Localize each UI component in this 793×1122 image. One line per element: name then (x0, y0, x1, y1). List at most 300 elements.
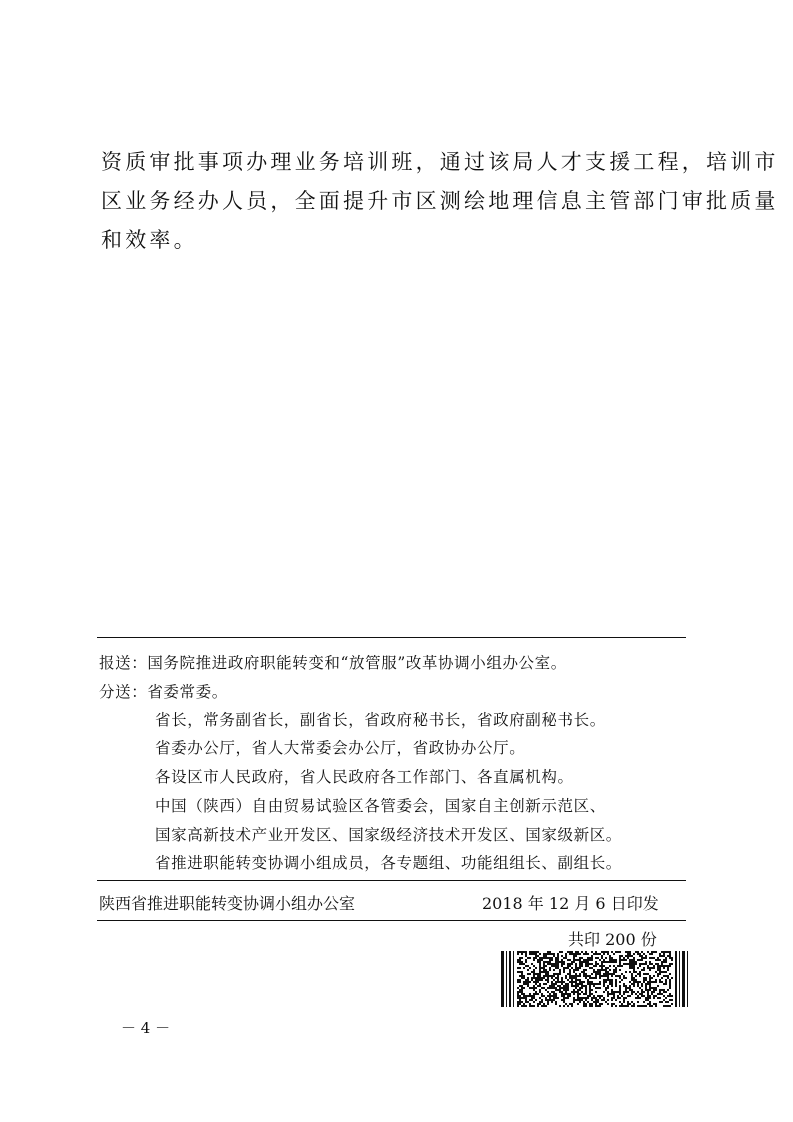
barcode-module (621, 995, 623, 997)
barcode-module (667, 955, 669, 957)
barcode-module (559, 987, 561, 989)
barcode-module (537, 977, 539, 979)
barcode-module (605, 957, 607, 959)
barcode-module (587, 959, 589, 961)
barcode-module (547, 1001, 549, 1003)
barcode-module (629, 953, 631, 955)
barcode-module (631, 991, 633, 993)
barcode-module (671, 995, 673, 997)
barcode-module (655, 963, 657, 965)
barcode-module (561, 959, 563, 961)
barcode-module (591, 981, 593, 983)
barcode-module (613, 973, 615, 975)
barcode-module (551, 957, 553, 959)
barcode-module (643, 969, 645, 971)
barcode-module (629, 981, 631, 983)
barcode-module (575, 959, 577, 961)
barcode-module (535, 955, 537, 957)
barcode-module (649, 987, 651, 989)
barcode-module (523, 951, 525, 953)
barcode-module (539, 977, 541, 979)
barcode-module (599, 987, 601, 989)
barcode-module (597, 973, 599, 975)
barcode-module (537, 961, 539, 963)
barcode-module (599, 981, 601, 983)
barcode-module (579, 999, 581, 1001)
barcode-module (621, 1003, 623, 1005)
barcode-module (517, 979, 519, 981)
barcode-module (549, 957, 551, 959)
barcode-module (645, 987, 647, 989)
barcode-module (665, 965, 667, 967)
barcode-module (587, 995, 589, 997)
barcode-module (567, 979, 569, 981)
barcode-module (539, 985, 541, 987)
barcode-module (663, 961, 665, 963)
barcode-module (621, 955, 623, 957)
barcode-module (583, 961, 585, 963)
barcode-module (653, 957, 655, 959)
barcode-module (665, 1005, 667, 1007)
barcode-module (591, 963, 593, 965)
barcode-module (557, 975, 559, 977)
barcode-module (625, 987, 627, 989)
barcode-module (669, 957, 671, 959)
barcode-module (589, 993, 591, 995)
barcode-module (563, 957, 565, 959)
barcode-module (547, 977, 549, 979)
barcode-module (635, 951, 637, 953)
barcode-module (649, 961, 651, 963)
barcode-module (523, 993, 525, 995)
barcode-module (635, 961, 637, 963)
copy-to-item: 中国（陕西）自由贸易试验区各管委会，国家自主创新示范区、 (155, 797, 606, 815)
barcode-module (547, 951, 549, 953)
barcode-module (521, 963, 523, 965)
barcode-module (659, 969, 661, 971)
barcode-module (619, 1005, 621, 1007)
barcode-module (645, 963, 647, 965)
barcode-module (589, 983, 591, 985)
barcode-module (587, 979, 589, 981)
barcode-module (529, 981, 531, 983)
barcode-module (599, 973, 601, 975)
barcode-module (633, 969, 635, 971)
barcode-module (607, 987, 609, 989)
barcode-module (529, 973, 531, 975)
barcode-module (551, 963, 553, 965)
barcode-module (567, 951, 569, 953)
barcode-module (533, 1005, 535, 1007)
copy-to-row (99, 680, 228, 702)
barcode-module (563, 995, 565, 997)
barcode-module (625, 971, 627, 973)
barcode-module (553, 983, 555, 985)
barcode-module (569, 975, 571, 977)
barcode-module (527, 969, 529, 971)
barcode-module (603, 961, 605, 963)
barcode-module (651, 953, 653, 955)
barcode-module (519, 989, 521, 991)
barcode-module (661, 955, 663, 957)
barcode-module (667, 977, 669, 979)
barcode-module (555, 987, 557, 989)
barcode-module (661, 981, 663, 983)
barcode-module (639, 965, 641, 967)
barcode-module (595, 961, 597, 963)
barcode-module (647, 999, 649, 1001)
barcode-module (595, 971, 597, 973)
barcode-module (593, 965, 595, 967)
barcode-module (539, 989, 541, 991)
barcode-module (551, 965, 553, 967)
barcode-module (575, 973, 577, 975)
barcode-module (607, 953, 609, 955)
barcode-module (631, 977, 633, 979)
barcode-module (527, 957, 529, 959)
barcode-module (567, 989, 569, 991)
barcode-module (655, 979, 657, 981)
barcode-module (561, 999, 563, 1001)
barcode-module (611, 1005, 613, 1007)
barcode-module (531, 971, 533, 973)
barcode-module (659, 959, 661, 961)
barcode-module (659, 981, 661, 983)
barcode-module (663, 971, 665, 973)
barcode-module (583, 1005, 585, 1007)
barcode-module (671, 999, 673, 1001)
barcode-module (633, 957, 635, 959)
barcode-module (659, 971, 661, 973)
barcode-module (531, 999, 533, 1001)
barcode-module (649, 1001, 651, 1003)
barcode-module (541, 987, 543, 989)
barcode-module (667, 969, 669, 971)
barcode-module (645, 979, 647, 981)
barcode-module (543, 977, 545, 979)
barcode-module (545, 957, 547, 959)
barcode-module (639, 963, 641, 965)
barcode-module (667, 995, 669, 997)
barcode-module (567, 973, 569, 975)
barcode-module (549, 987, 551, 989)
barcode-module (521, 991, 523, 993)
barcode-module (603, 979, 605, 981)
barcode-module (577, 979, 579, 981)
barcode-module (569, 1003, 571, 1005)
barcode-module (555, 1003, 557, 1005)
barcode-module (557, 953, 559, 955)
barcode-module (607, 971, 609, 973)
barcode-module (547, 987, 549, 989)
barcode-module (555, 995, 557, 997)
barcode-module (559, 991, 561, 993)
barcode-module (573, 999, 575, 1001)
barcode-module (581, 971, 583, 973)
barcode-module (535, 981, 537, 983)
barcode-module (665, 979, 667, 981)
barcode-module (655, 1005, 657, 1007)
barcode-module (533, 971, 535, 973)
barcode-module (565, 957, 567, 959)
barcode-module (559, 973, 561, 975)
barcode-module (539, 967, 541, 969)
barcode-module (669, 985, 671, 987)
barcode-module (669, 999, 671, 1001)
barcode-module (521, 1001, 523, 1003)
barcode-module (657, 997, 659, 999)
barcode-module (615, 967, 617, 969)
barcode-module (589, 981, 591, 983)
barcode-module (595, 953, 597, 955)
barcode-module (565, 985, 567, 987)
barcode-module (647, 973, 649, 975)
barcode-module (517, 1003, 519, 1005)
barcode-module (631, 975, 633, 977)
barcode-module (613, 993, 615, 995)
barcode-module (645, 977, 647, 979)
barcode-module (529, 957, 531, 959)
barcode-module (573, 957, 575, 959)
barcode-module (619, 955, 621, 957)
barcode-module (589, 959, 591, 961)
barcode-module (665, 983, 667, 985)
barcode-module (533, 989, 535, 991)
barcode-module (545, 975, 547, 977)
barcode-module (541, 977, 543, 979)
barcode-module (619, 961, 621, 963)
barcode-module (595, 1005, 597, 1007)
barcode-module (659, 997, 661, 999)
barcode-module (601, 951, 603, 953)
barcode-module (551, 959, 553, 961)
barcode-module (565, 993, 567, 995)
barcode-module (535, 991, 537, 993)
barcode-module (531, 953, 533, 955)
barcode-module (671, 963, 673, 965)
barcode-module (609, 965, 611, 967)
barcode-module (607, 991, 609, 993)
barcode-module (553, 969, 555, 971)
barcode-module (633, 991, 635, 993)
barcode-module (549, 967, 551, 969)
copies-count: 共印 200 份 (568, 930, 657, 949)
barcode-module (555, 973, 557, 975)
barcode-module (545, 983, 547, 985)
barcode-module (647, 997, 649, 999)
barcode-module (637, 959, 639, 961)
barcode-module (553, 991, 555, 993)
barcode-module (617, 975, 619, 977)
barcode-module (547, 999, 549, 1001)
barcode-module (571, 967, 573, 969)
barcode-module (535, 993, 537, 995)
barcode-module (631, 965, 633, 967)
barcode-module (643, 953, 645, 955)
barcode-module (627, 1005, 629, 1007)
barcode-module (633, 979, 635, 981)
barcode-module (539, 957, 541, 959)
barcode-module (537, 1005, 539, 1007)
barcode-module (579, 965, 581, 967)
barcode-module (581, 991, 583, 993)
barcode-module (575, 979, 577, 981)
barcode-module (581, 961, 583, 963)
barcode-module (561, 991, 563, 993)
barcode-module (557, 979, 559, 981)
barcode-module (665, 959, 667, 961)
barcode-module (549, 999, 551, 1001)
barcode-module (579, 981, 581, 983)
barcode-module (663, 991, 665, 993)
barcode-module (549, 995, 551, 997)
barcode-module (645, 985, 647, 987)
barcode-module (645, 997, 647, 999)
barcode-module (657, 969, 659, 971)
barcode-module (609, 957, 611, 959)
barcode-module (547, 981, 549, 983)
barcode-module (545, 953, 547, 955)
barcode-module (541, 993, 543, 995)
barcode-module (549, 951, 551, 953)
barcode-module (589, 989, 591, 991)
barcode-module (559, 961, 561, 963)
barcode-module (519, 1003, 521, 1005)
barcode-module (541, 999, 543, 1001)
barcode-module (591, 959, 593, 961)
barcode-module (539, 971, 541, 973)
barcode-module (623, 1005, 625, 1007)
barcode-module (553, 979, 555, 981)
barcode-module (649, 967, 651, 969)
barcode-module (563, 997, 565, 999)
barcode-module (521, 977, 523, 979)
barcode-module (565, 953, 567, 955)
barcode-module (643, 995, 645, 997)
barcode-module (621, 959, 623, 961)
barcode-module (665, 971, 667, 973)
barcode-module (577, 995, 579, 997)
barcode-module (623, 975, 625, 977)
barcode-module (601, 963, 603, 965)
barcode-module (617, 991, 619, 993)
barcode-module (637, 951, 639, 953)
barcode-module (601, 965, 603, 967)
barcode-module (669, 973, 671, 975)
barcode-image (499, 949, 689, 1009)
barcode-module (595, 951, 597, 953)
barcode-module (557, 989, 559, 991)
barcode-module (595, 991, 597, 993)
report-label: 报送： (99, 654, 148, 672)
barcode-module (619, 993, 621, 995)
barcode-module (587, 1001, 589, 1003)
barcode-module (647, 981, 649, 983)
barcode-module (581, 957, 583, 959)
barcode-module (551, 981, 553, 983)
barcode-module (615, 983, 617, 985)
barcode-module (645, 961, 647, 963)
barcode-module (589, 963, 591, 965)
barcode-module (553, 985, 555, 987)
barcode-module (649, 995, 651, 997)
barcode-module (641, 993, 643, 995)
barcode-module (661, 977, 663, 979)
barcode-module (563, 971, 565, 973)
barcode-module (629, 987, 631, 989)
barcode-module (591, 967, 593, 969)
barcode-module (625, 963, 627, 965)
barcode-module (595, 973, 597, 975)
barcode-module (521, 1005, 523, 1007)
barcode-module (633, 977, 635, 979)
barcode-module (549, 963, 551, 965)
barcode-module (577, 969, 579, 971)
barcode-module (577, 967, 579, 969)
barcode-module (625, 997, 627, 999)
barcode-module (539, 997, 541, 999)
barcode-module (553, 995, 555, 997)
barcode-module (595, 997, 597, 999)
barcode-module (551, 991, 553, 993)
barcode-module (519, 999, 521, 1001)
barcode-module (623, 983, 625, 985)
barcode-module (567, 997, 569, 999)
barcode-module (623, 963, 625, 965)
barcode-module (557, 985, 559, 987)
barcode-module (597, 1005, 599, 1007)
barcode-module (667, 967, 669, 969)
barcode-module (643, 977, 645, 979)
barcode-module (539, 959, 541, 961)
barcode-module (555, 989, 557, 991)
barcode-module (653, 991, 655, 993)
barcode-module (613, 953, 615, 955)
barcode-module (659, 993, 661, 995)
barcode-module (581, 951, 583, 953)
barcode-module (615, 961, 617, 963)
barcode-module (587, 953, 589, 955)
barcode-module (633, 963, 635, 965)
barcode-module (517, 997, 519, 999)
barcode-module (609, 993, 611, 995)
barcode-module (577, 985, 579, 987)
barcode-module (541, 957, 543, 959)
barcode-module (647, 989, 649, 991)
barcode-module (517, 951, 519, 953)
barcode-module (567, 965, 569, 967)
barcode-module (591, 983, 593, 985)
barcode-module (637, 981, 639, 983)
barcode-module (585, 973, 587, 975)
barcode-module (571, 1003, 573, 1005)
barcode-module (591, 993, 593, 995)
barcode-module (627, 953, 629, 955)
barcode-module (609, 959, 611, 961)
barcode-module (619, 975, 621, 977)
barcode-module (591, 989, 593, 991)
barcode-module (607, 967, 609, 969)
barcode-module (595, 965, 597, 967)
barcode-module (669, 995, 671, 997)
barcode-module (589, 1005, 591, 1007)
barcode-module (639, 993, 641, 995)
barcode-module (611, 979, 613, 981)
barcode-module (631, 961, 633, 963)
barcode-module (611, 985, 613, 987)
barcode-module (549, 969, 551, 971)
barcode-module (613, 995, 615, 997)
